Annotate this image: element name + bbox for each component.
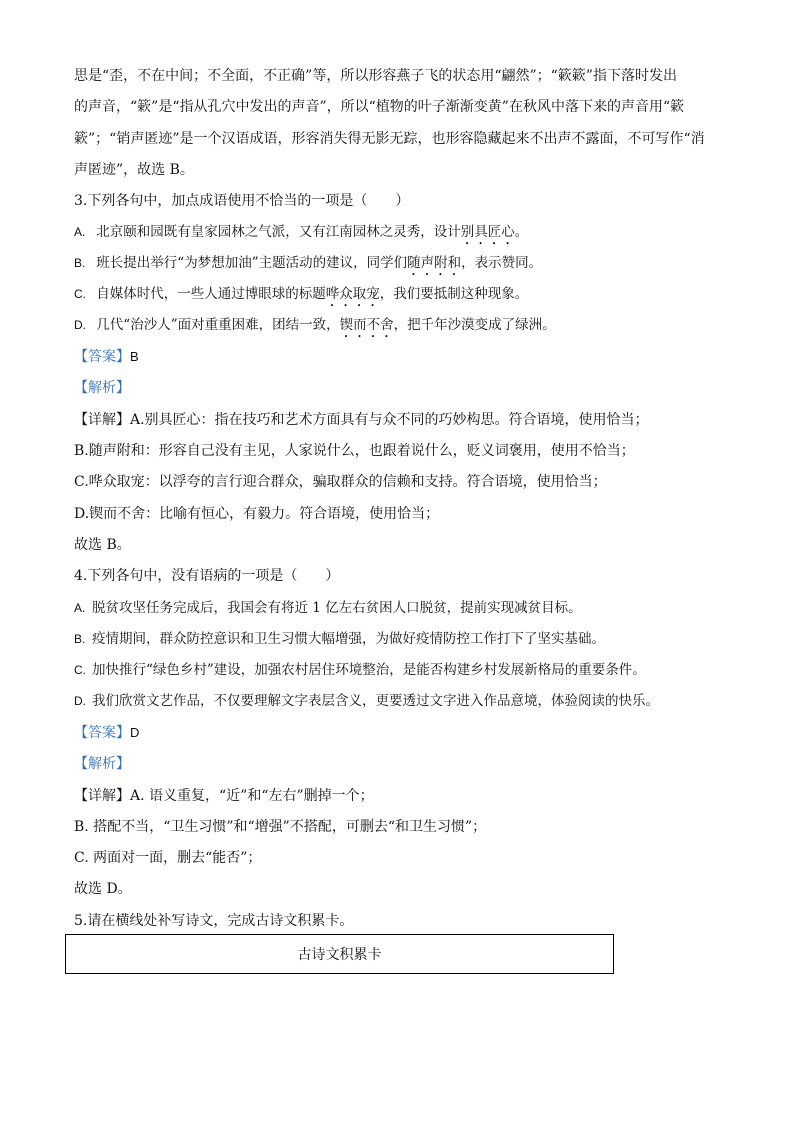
q4-conclusion: 故选 D。 (74, 881, 132, 897)
q3-answer (74, 347, 724, 367)
q3-option-d (74, 315, 724, 341)
analysis-tag: 【解析】 (74, 756, 130, 772)
option-label: D. (74, 318, 86, 332)
q4-detail-1: 【详解】A. 语义重复，“近”和“左右”删掉一个； (74, 788, 374, 804)
option-text: 加快推行“绿色乡村”建设，加强农村居住环境整治，是能否构建乡村发展新格局的重要条件。 (92, 662, 646, 678)
q3-detail-1: 【详解】A.别具匠心：指在技巧和艺术方面具有与众不同的巧妙构思。符合语境，使用恰当； (74, 412, 649, 428)
option-text: 我们欣赏文艺作品，不仅要理解文字表层含义，更要透过文字进入作品意境，体验阅读的快乐。 (92, 693, 659, 709)
q4-detail-2: B. 搭配不当，“卫生习惯”和“增强”不搭配，可删去“和卫生习惯”； (74, 819, 487, 835)
option-text-pre: 班长提出举行“为梦想加油”主题活动的建议，同学们 (96, 255, 408, 271)
option-label: B. (74, 632, 86, 646)
option-text-pre: 自媒体时代，一些人通过博眼球的标题 (96, 286, 326, 302)
q3-option-b (74, 253, 724, 279)
option-text: 脱贫攻坚任务完成后，我国会有将近 1 亿左右贫困人口脱贫，提前实现减贫目标。 (92, 600, 582, 616)
option-text: 疫情期间，群众防控意识和卫生习惯大幅增强，为做好疫情防控工作打下了坚实基础。 (92, 631, 605, 647)
q3-stem: 3.下列各句中，加点成语使用不恰当的一项是（ ） (74, 193, 410, 209)
option-label: C. (74, 287, 86, 301)
intro-line-3: 簌”；“销声匿迹”是一个汉语成语，形容消失得无影无踪，也形容隐藏起来不出声不露面，不可写作“消 (74, 131, 705, 147)
q3-detail-3: C.哗众取宠：以浮夸的言行迎合群众，骗取群众的信赖和支持。符合语境，使用恰当； (74, 474, 607, 490)
analysis-tag: 【解析】 (74, 380, 130, 396)
q4-option-c (74, 660, 724, 680)
q4-detail-3: C. 两面对一面，删去“能否”； (74, 850, 262, 866)
option-label: D. (74, 694, 86, 708)
option-label: A. (74, 225, 86, 239)
answer-value: D (130, 725, 140, 740)
q3-analysis-tag (74, 378, 724, 398)
option-text-post: ，表示赞同。 (461, 255, 543, 271)
intro-line-2: 的声音，“簌”是“指从孔穴中发出的声音”，所以“植物的叶子渐渐变黄”在秋风中落下来的声音用“簌 (74, 99, 685, 115)
q4-option-b (74, 629, 724, 649)
q4-option-d (74, 691, 724, 711)
q4-answer (74, 723, 724, 743)
q4-stem: 4.下列各句中，没有语病的一项是（ ） (74, 568, 340, 584)
answer-tag: 【答案】 (74, 349, 130, 365)
dotted-idiom: 别具匠心 (460, 224, 515, 240)
q3-option-c (74, 284, 724, 310)
answer-value: B (130, 349, 139, 364)
option-text-pre: 北京颐和园既有皇家园林之气派，又有江南园林之灵秀，设计 (96, 224, 461, 240)
card-title: 古诗文积累卡 (297, 947, 382, 963)
intro-line-4: 声匿迹”，故选 B。 (74, 162, 194, 178)
option-text-post: 。 (514, 224, 529, 240)
q3-detail-2: B.随声附和：形容自己没有主见，人家说什么，也跟着说什么，贬义词褒用，使用不恰当； (74, 443, 635, 459)
option-text-pre: 几代“治沙人”面对重重困难，团结一致， (96, 317, 340, 333)
q3-detail-4: D.锲而不舍：比喻有恒心，有毅力。符合语境，使用恰当； (74, 506, 440, 522)
q4-option-a (74, 598, 724, 618)
intro-line-1: 思是“歪，不在中间；不全面，不正确”等，所以形容燕子飞的状态用“翩然”；“簌簌”指下落时发出 (74, 68, 677, 84)
poetry-card-table (65, 934, 614, 974)
option-text-post: ，我们要抵制这种现象。 (379, 286, 529, 302)
dotted-idiom: 哗众取宠 (325, 286, 380, 302)
dotted-idiom: 锲而不舍 (339, 317, 394, 333)
option-label: C. (74, 663, 86, 677)
option-text-post: ，把千年沙漠变成了绿洲。 (393, 317, 556, 333)
answer-tag: 【答案】 (74, 725, 130, 741)
q4-analysis-tag (74, 754, 724, 774)
option-label: B. (74, 256, 86, 270)
q3-conclusion: 故选 B。 (74, 537, 131, 553)
dotted-idiom: 随声附和 (407, 255, 462, 271)
q3-option-a (74, 222, 724, 248)
option-label: A. (74, 601, 86, 615)
q5-stem: 5.请在横线处补写诗文，完成古诗文积累卡。 (74, 913, 354, 929)
